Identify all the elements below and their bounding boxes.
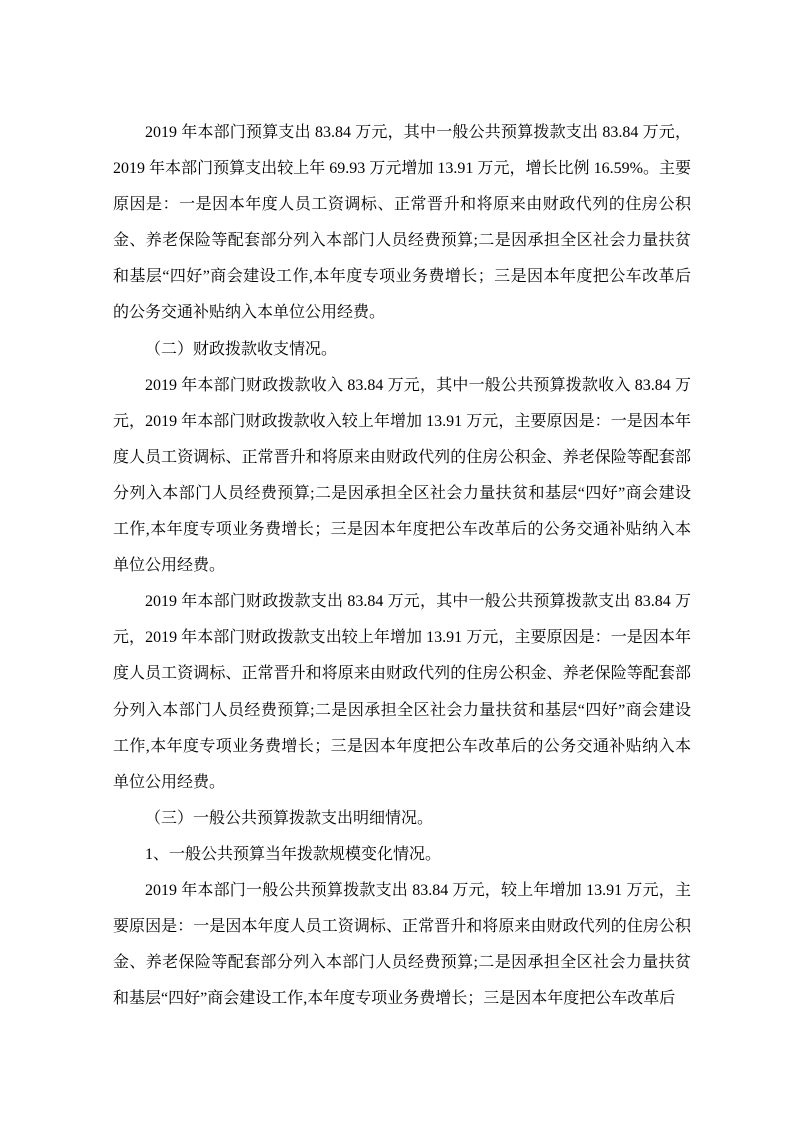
paragraph: 2019 年本部门财政拨款收入 83.84 万元，其中一般公共预算拨款收入 83.84 万元，2019 年本部门财政拨款收入较上年增加 13.91 万元，主要原因是：一是因本年度人员工资调标、正常晋升和将原来由财政代列的住房公积金、养老保险等配套部分列入本部门人员经费预算;二是因承担全区社会力量扶贫和基层“四好”商会建设工作,本年度专项业务费增长；三是因本年度把公车改革后的公务交通补贴纳入本单位公用经费。 (113, 376, 691, 575)
section-heading: （三）一般公共预算拨款支出明细情况。 (145, 809, 434, 827)
paragraph: 2019 年本部门预算支出 83.84 万元，其中一般公共预算拨款支出 83.84 万元，2019 年本部门预算支出较上年 69.93 万元增加 13.91 万元，增长比例 16.59%。主要原因是：一是因本年度人员工资调标、正常晋升和将原来由财政代列的住房公积金、养老保险等配套部分列入本部门人员经费预算;二是因承担全区社会力量扶贫和基层“四好”商会建设工作,本年度专项业务费增长；三是因本年度把公车改革后的公务交通补贴纳入本单位公用经费。 (113, 124, 691, 322)
section-heading: （二）财政拨款收支情况。 (145, 340, 338, 358)
paragraph: 2019 年本部门财政拨款支出 83.84 万元，其中一般公共预算拨款支出 83.84 万元，2019 年本部门财政拨款支出较上年增加 13.91 万元，主要原因是：一是因本年度人员工资调标、正常晋升和将原来由财政代列的住房公积金、养老保险等配套部分列入本部门人员经费预算;二是因承担全区社会力量扶贫和基层“四好”商会建设工作,本年度专项业务费增长；三是因本年度把公车改革后的公务交通补贴纳入本单位公用经费。 (113, 593, 691, 791)
document-body (113, 115, 691, 1017)
paragraph: 2019 年本部门一般公共预算拨款支出 83.84 万元，较上年增加 13.91 万元，主要原因是：一是因本年度人员工资调标、正常晋升和将原来由财政代列的住房公积金、养老保险等配套部分列入本部门人员经费预算;二是因承担全区社会力量扶贫和基层“四好”商会建设工作,本年度专项业务费增长；三是因本年度把公车改革后 (113, 881, 691, 1008)
section-heading: 1、一般公共预算当年拨款规模变化情况。 (145, 845, 442, 863)
